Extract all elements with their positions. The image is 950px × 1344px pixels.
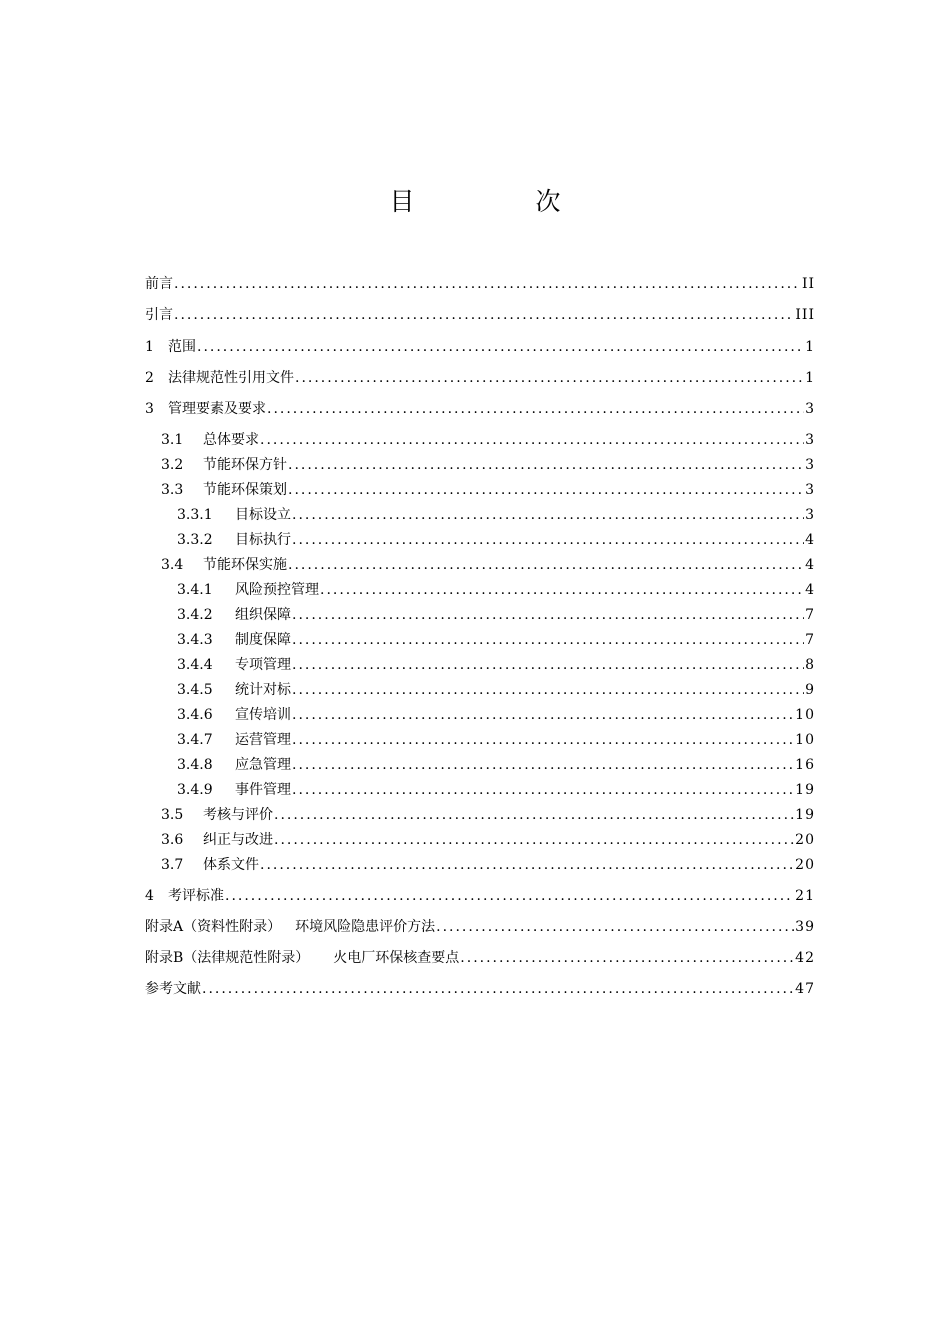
- toc-entry-page: 3: [805, 457, 815, 473]
- toc-entry-3-7[interactable]: [145, 853, 815, 877]
- toc-entry-label: 节能环保方针: [203, 457, 287, 473]
- toc-entry-label: 附录A（资料性附录）: [145, 919, 282, 935]
- dot-leader: [174, 303, 794, 327]
- toc-entry-label: 制度保障: [235, 632, 291, 648]
- toc-entry-number: 3.6: [161, 832, 184, 848]
- toc-entry-page: 42: [795, 950, 815, 966]
- toc-entry-page: 10: [795, 732, 815, 748]
- toc-entry-label: 统计对标: [235, 682, 291, 698]
- dot-leader: [292, 628, 804, 652]
- toc-entry-page: 9: [805, 682, 815, 698]
- toc-entry-page: 8: [805, 657, 815, 673]
- toc-entry-label: 运营管理: [235, 732, 291, 748]
- toc-entry-number: 3.4.1: [177, 582, 213, 598]
- page-title: 目 次: [389, 187, 609, 216]
- toc-entry-number: 3.4.7: [177, 732, 213, 748]
- toc-entry-label: 考核与评价: [203, 807, 273, 823]
- toc-entry-number: 2: [145, 370, 154, 386]
- toc-entry-page: 21: [795, 888, 815, 904]
- toc-entry-page: 20: [795, 832, 815, 848]
- toc-entry-page: 10: [795, 707, 815, 723]
- toc-entry-3-4-9[interactable]: [145, 778, 815, 802]
- dot-leader: [292, 528, 804, 552]
- toc-entry-label: 目标设立: [235, 507, 291, 523]
- toc-entry-3-4-3[interactable]: [145, 628, 815, 652]
- toc-entry-page: 19: [795, 807, 815, 823]
- dot-leader: [288, 453, 804, 477]
- toc-entry-page: 4: [805, 557, 815, 573]
- toc-entry-number: 3.4.6: [177, 707, 213, 723]
- toc-entry-page: 1: [805, 370, 815, 386]
- toc-entry-label: 目标执行: [235, 532, 291, 548]
- dot-leader: [202, 977, 794, 1001]
- toc-entry-label: 参考文献: [145, 981, 201, 997]
- toc-entry-sublabel: 环境风险隐患评价方法: [295, 919, 436, 935]
- dot-leader: [274, 828, 794, 852]
- toc-entry-page: 16: [795, 757, 815, 773]
- toc-entry-label: 引言: [145, 307, 173, 323]
- toc-entry-number: 3.4.9: [177, 782, 213, 798]
- toc-entry-3-4-6[interactable]: [145, 703, 815, 727]
- toc-entry-3-1[interactable]: [145, 428, 815, 452]
- toc-entry-number: 3.4.2: [177, 607, 213, 623]
- toc-entry-number: 3.3.2: [177, 532, 213, 548]
- dot-leader: [225, 884, 794, 908]
- toc-entry-label: 前言: [145, 276, 173, 292]
- toc-entry-4[interactable]: [145, 884, 815, 908]
- toc-entry-3-4-7[interactable]: [145, 728, 815, 752]
- toc-entry-foreword[interactable]: [145, 272, 815, 296]
- toc-entry-page: III: [795, 307, 815, 323]
- dot-leader: [288, 553, 804, 577]
- toc-entry-page: 3: [805, 482, 815, 498]
- toc-entry-page: 39: [795, 919, 815, 935]
- dot-leader: [174, 272, 801, 296]
- toc-entry-2[interactable]: [145, 366, 815, 390]
- toc-entry-number: 3.7: [161, 857, 184, 873]
- toc-entry-3-4-2[interactable]: [145, 603, 815, 627]
- toc-entry-3-4-1[interactable]: [145, 578, 815, 602]
- toc-entry-3-3-2[interactable]: [145, 528, 815, 552]
- dot-leader: [267, 397, 804, 421]
- dot-leader: [292, 753, 794, 777]
- toc-entry-3-6[interactable]: [145, 828, 815, 852]
- toc-entry-number: 3.2: [161, 457, 184, 473]
- dot-leader: [320, 578, 804, 602]
- toc-entry-label: 应急管理: [235, 757, 291, 773]
- dot-leader: [288, 478, 804, 502]
- toc-entry-page: 1: [805, 339, 815, 355]
- toc-entry-label: 总体要求: [203, 432, 259, 448]
- toc-entry-page: II: [801, 276, 815, 292]
- toc-entry-3-3-1[interactable]: [145, 503, 815, 527]
- toc-entry-page: 7: [805, 607, 815, 623]
- toc-entry-label: 事件管理: [235, 782, 291, 798]
- toc-entry-1[interactable]: [145, 335, 815, 359]
- dot-leader: [460, 946, 794, 970]
- toc-entry-number: 3.1: [161, 432, 184, 448]
- toc-entry-label: 考评标准: [168, 888, 224, 904]
- toc-entry-label: 组织保障: [235, 607, 291, 623]
- toc-entry-number: 3.4.5: [177, 682, 213, 698]
- dot-leader: [292, 678, 804, 702]
- toc-entry-label: 纠正与改进: [203, 832, 273, 848]
- dot-leader: [292, 603, 804, 627]
- toc-entry-page: 3: [805, 432, 815, 448]
- dot-leader: [292, 703, 794, 727]
- toc-entry-3-3[interactable]: [145, 478, 815, 502]
- toc-entry-label: 体系文件: [203, 857, 259, 873]
- toc-entry-3-4-5[interactable]: [145, 678, 815, 702]
- toc-entry-3-5[interactable]: [145, 803, 815, 827]
- toc-entry-3-2[interactable]: [145, 453, 815, 477]
- toc-entry-label: 法律规范性引用文件: [168, 370, 294, 386]
- toc-entry-page: 3: [805, 401, 815, 417]
- toc-entry-number: 3.3.1: [177, 507, 213, 523]
- toc-entry-page: 3: [805, 507, 815, 523]
- toc-entry-number: 3.4.4: [177, 657, 213, 673]
- toc-entry-label: 附录B（法律规范性附录）: [145, 950, 310, 966]
- toc-entry-number: 3.4.8: [177, 757, 213, 773]
- toc-entry-label: 专项管理: [235, 657, 291, 673]
- toc-entry-number: 1: [145, 339, 154, 355]
- dot-leader: [295, 366, 804, 390]
- toc-entry-page: 47: [795, 981, 815, 997]
- toc-entry-label: 宣传培训: [235, 707, 291, 723]
- toc-entry-appendix-b[interactable]: [145, 946, 815, 970]
- dot-leader: [292, 503, 804, 527]
- dot-leader: [436, 915, 794, 939]
- dot-leader: [292, 653, 804, 677]
- toc-entry-3[interactable]: [145, 397, 815, 421]
- toc-entry-page: 4: [805, 532, 815, 548]
- toc-entry-label: 范围: [168, 339, 196, 355]
- dot-leader: [197, 335, 804, 359]
- toc-entry-introduction[interactable]: [145, 303, 815, 327]
- toc-entry-number: 3: [145, 401, 154, 417]
- dot-leader: [260, 853, 794, 877]
- toc-entry-number: 4: [145, 888, 154, 904]
- toc-entry-appendix-a[interactable]: [145, 915, 815, 939]
- toc-entry-number: 3.4.3: [177, 632, 213, 648]
- toc-entry-3-4[interactable]: [145, 553, 815, 577]
- dot-leader: [292, 778, 794, 802]
- toc-entry-page: 20: [795, 857, 815, 873]
- toc-entry-label: 管理要素及要求: [168, 401, 266, 417]
- dot-leader: [260, 428, 804, 452]
- toc-entry-label: 节能环保实施: [203, 557, 287, 573]
- toc-entry-page: 7: [805, 632, 815, 648]
- toc-entry-sublabel: 火电厂环保核查要点: [333, 950, 460, 966]
- toc-entry-label: 节能环保策划: [203, 482, 287, 498]
- toc-entry-page: 4: [805, 582, 815, 598]
- toc-entry-3-4-4[interactable]: [145, 653, 815, 677]
- toc-entry-page: 19: [795, 782, 815, 798]
- dot-leader: [292, 728, 794, 752]
- dot-leader: [274, 803, 794, 827]
- toc-entry-bibliography[interactable]: [145, 977, 815, 1001]
- toc-entry-label: 风险预控管理: [235, 582, 319, 598]
- toc-entry-number: 3.3: [161, 482, 184, 498]
- toc-entry-3-4-8[interactable]: [145, 753, 815, 777]
- toc-entry-number: 3.5: [161, 807, 184, 823]
- toc-entry-number: 3.4: [161, 557, 184, 573]
